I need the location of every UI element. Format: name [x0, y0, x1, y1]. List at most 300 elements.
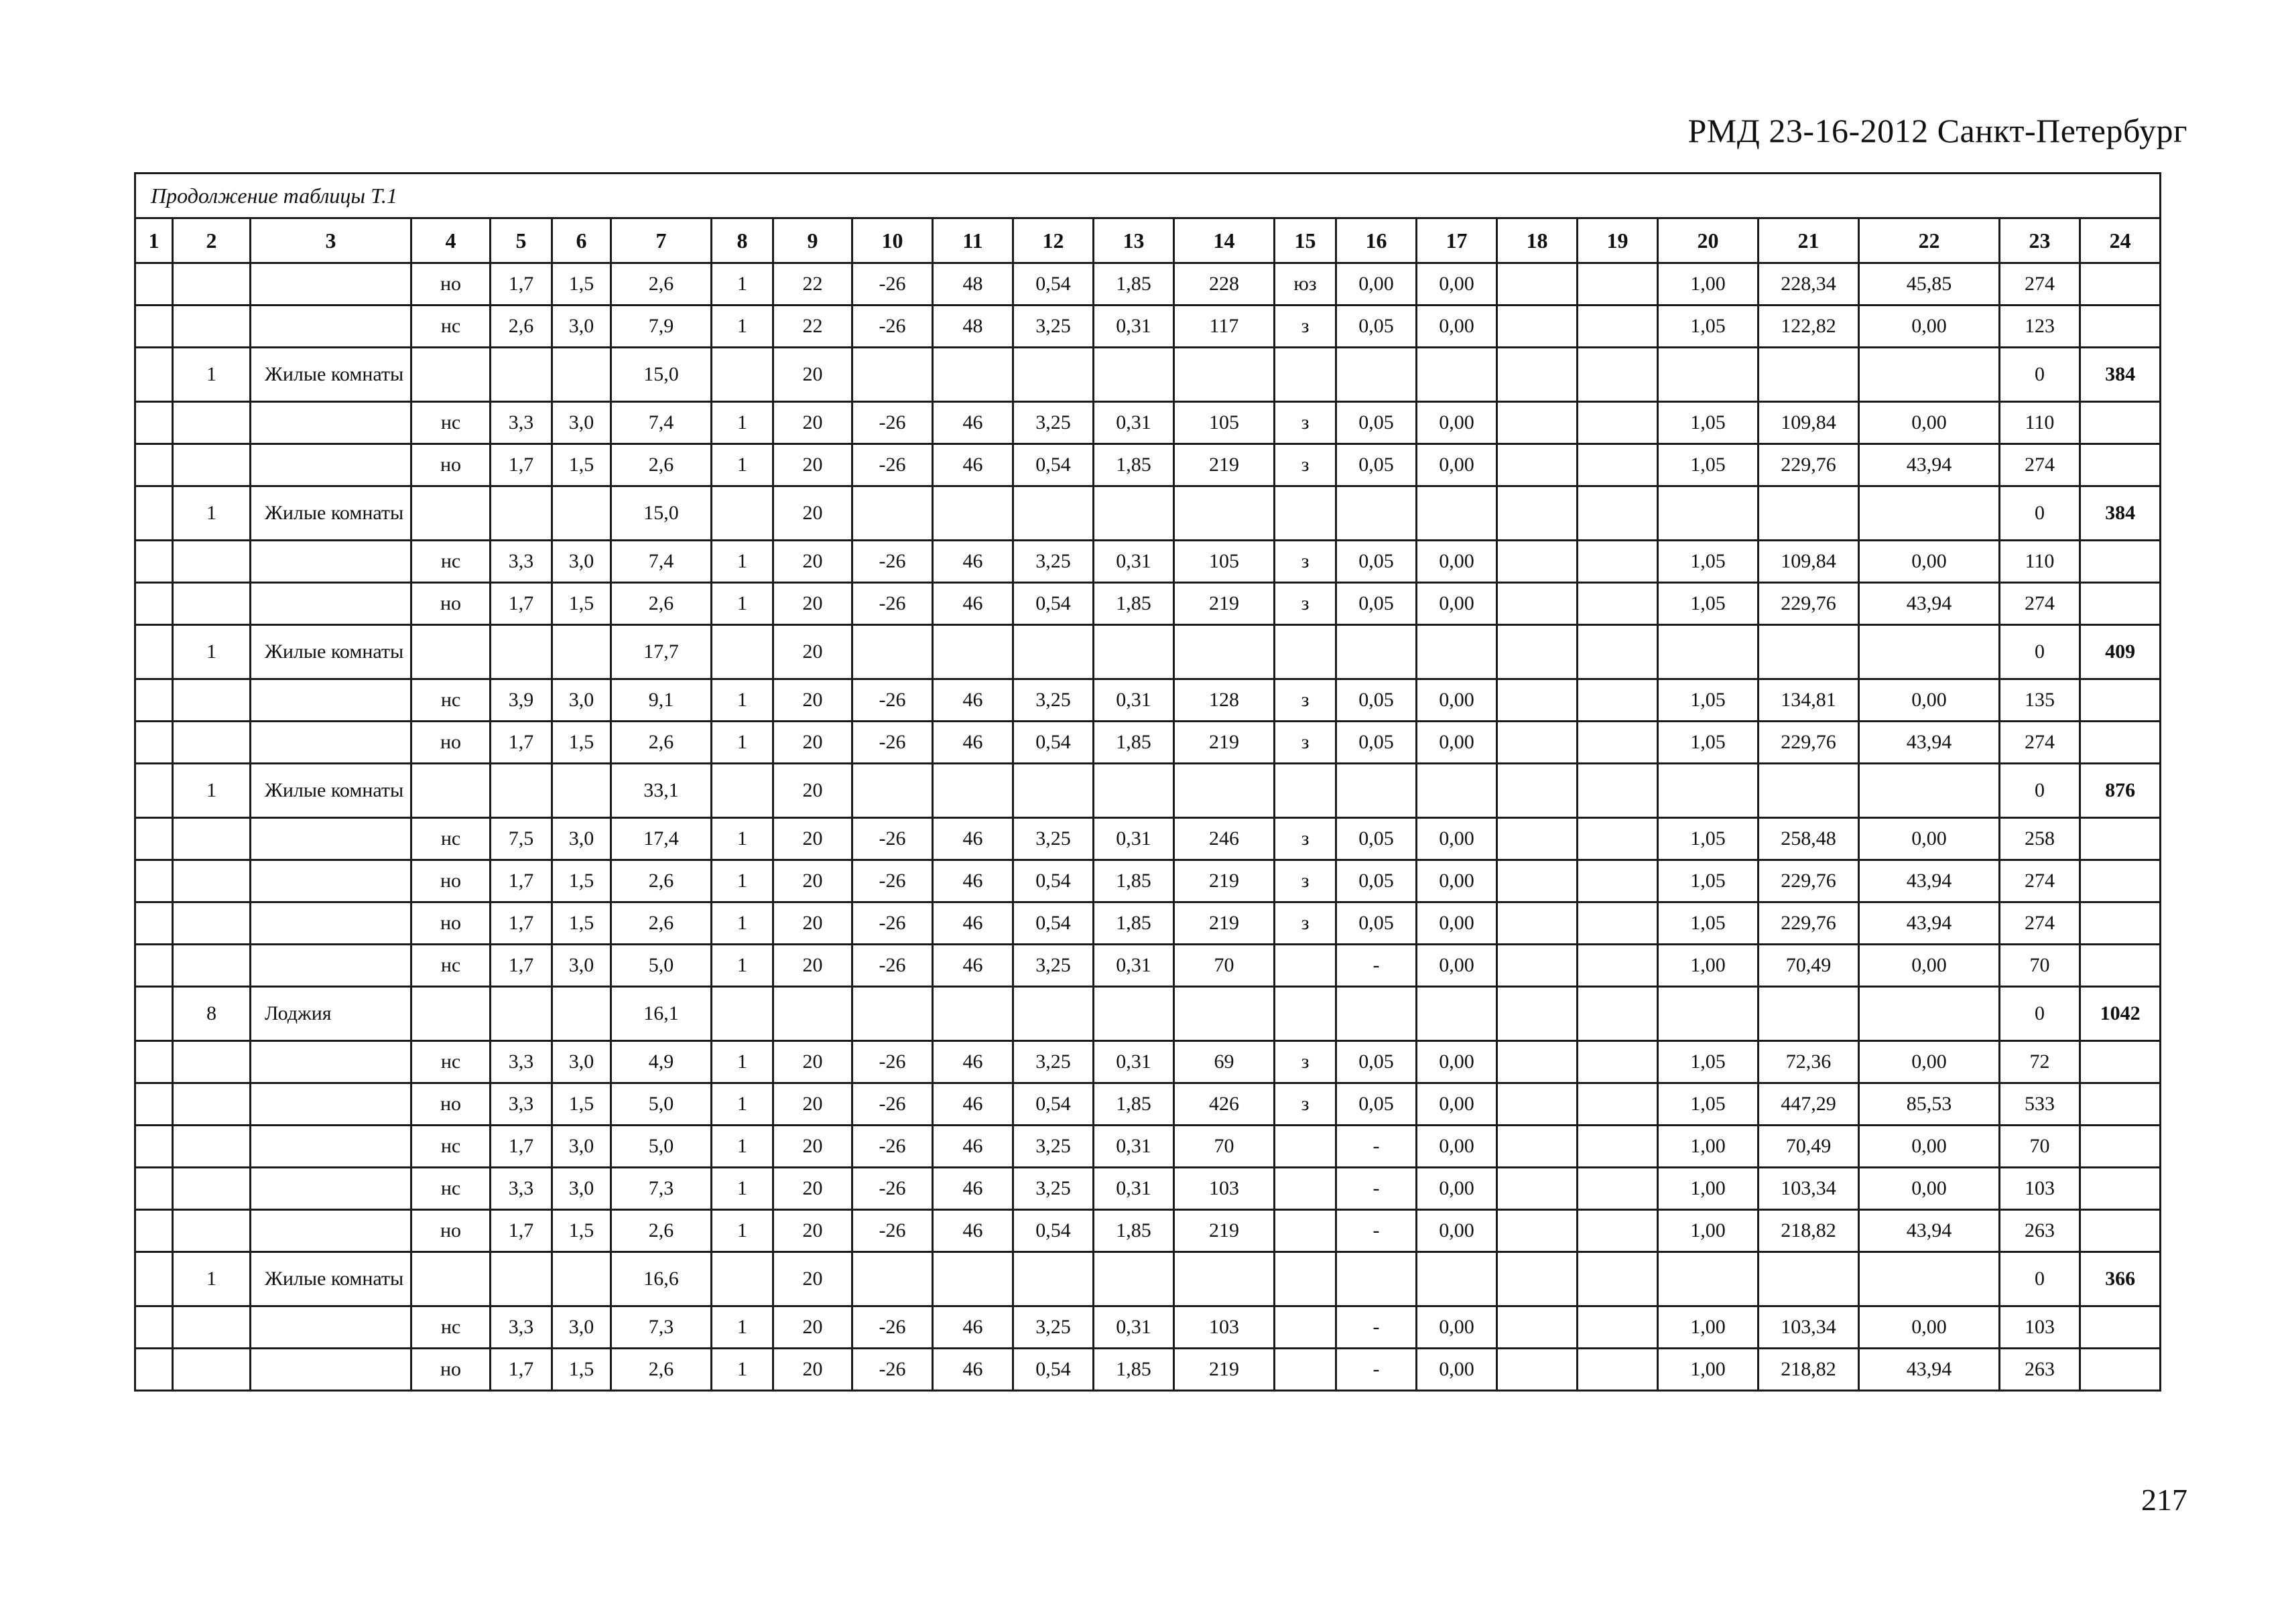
table-cell: 1,05 — [1658, 402, 1759, 444]
table-cell: 426 — [1174, 1083, 1275, 1126]
table-row — [135, 945, 2161, 987]
table-cell: 3,3 — [491, 1083, 552, 1126]
table-cell — [491, 348, 552, 402]
table-cell — [1275, 1126, 1336, 1168]
table-cell: 0,54 — [1013, 722, 1094, 764]
table-cell: 219 — [1174, 1349, 1275, 1391]
table-cell: 384 — [2080, 486, 2161, 541]
table-cell — [1578, 860, 1658, 902]
table-cell: нс — [411, 1168, 491, 1210]
table-cell: з — [1275, 1041, 1336, 1083]
column-number: 11 — [933, 218, 1013, 263]
table-cell: 70 — [1174, 945, 1275, 987]
table-cell: 3,3 — [491, 541, 552, 583]
table-cell: но — [411, 1210, 491, 1252]
table-cell — [712, 1252, 773, 1306]
table-cell — [251, 722, 411, 764]
table-cell — [1578, 818, 1658, 860]
table-cell: 1,5 — [552, 1210, 611, 1252]
table-cell — [1417, 625, 1497, 679]
table-cell: 1,85 — [1094, 1083, 1174, 1126]
table-cell: 366 — [2080, 1252, 2161, 1306]
table-cell: 20 — [773, 860, 852, 902]
table-cell: 2,6 — [611, 444, 712, 486]
table-cell: 1,05 — [1658, 444, 1759, 486]
table-cell: 117 — [1174, 306, 1275, 348]
table-cell — [1174, 486, 1275, 541]
table-cell: 0,00 — [1417, 679, 1497, 722]
table-cell: 3,0 — [552, 1041, 611, 1083]
table-cell: 0,54 — [1013, 263, 1094, 306]
table-cell — [1578, 1168, 1658, 1210]
table-cell: 103 — [1174, 1306, 1275, 1349]
table-cell: 46 — [933, 1041, 1013, 1083]
table-cell: 3,25 — [1013, 306, 1094, 348]
table-cell — [251, 583, 411, 625]
table-cell: 0,05 — [1336, 306, 1417, 348]
table-cell — [1174, 987, 1275, 1041]
table-cell — [1658, 348, 1759, 402]
table-cell — [1497, 263, 1578, 306]
table-cell — [1859, 987, 2000, 1041]
table-cell — [1578, 348, 1658, 402]
table-cell — [411, 625, 491, 679]
table-cell — [135, 348, 173, 402]
table-cell — [2080, 1041, 2161, 1083]
table-cell: 0,54 — [1013, 1210, 1094, 1252]
table-cell: 8 — [173, 987, 251, 1041]
table-cell — [2080, 1349, 2161, 1391]
table-cell — [1578, 263, 1658, 306]
column-number: 3 — [251, 218, 411, 263]
table-cell: 110 — [2000, 402, 2080, 444]
table-cell: -26 — [852, 1306, 933, 1349]
table-cell: 0,00 — [1859, 306, 2000, 348]
table-cell — [2080, 1083, 2161, 1126]
table-cell: 0,05 — [1336, 1083, 1417, 1126]
table-cell — [135, 1306, 173, 1349]
table-cell — [135, 987, 173, 1041]
table-cell: 0,00 — [1417, 1041, 1497, 1083]
table-cell: - — [1336, 1349, 1417, 1391]
table-cell: 20 — [773, 583, 852, 625]
table-cell: 219 — [1174, 583, 1275, 625]
table-cell — [933, 764, 1013, 818]
table-cell: 1 — [173, 1252, 251, 1306]
table-cell — [2080, 306, 2161, 348]
table-cell — [173, 1126, 251, 1168]
table-cell — [1497, 625, 1578, 679]
table-cell: 0,54 — [1013, 1349, 1094, 1391]
table-cell: 1,5 — [552, 583, 611, 625]
column-number: 8 — [712, 218, 773, 263]
table-cell — [491, 1252, 552, 1306]
table-cell: 3,25 — [1013, 402, 1094, 444]
table-cell: 1,05 — [1658, 818, 1759, 860]
table-cell: 17,7 — [611, 625, 712, 679]
table-cell — [135, 902, 173, 945]
table-cell: з — [1275, 818, 1336, 860]
table-cell — [2080, 722, 2161, 764]
table-cell: 1,5 — [552, 860, 611, 902]
table-cell — [1417, 1252, 1497, 1306]
table-cell: 0,00 — [1417, 945, 1497, 987]
table-cell: 1,00 — [1658, 1168, 1759, 1210]
table-cell — [1578, 444, 1658, 486]
table-cell: 1 — [712, 306, 773, 348]
table-cell: -26 — [852, 818, 933, 860]
table-cell — [251, 860, 411, 902]
table-cell: 0,31 — [1094, 1168, 1174, 1210]
table-cell — [1497, 1349, 1578, 1391]
table-cell: 46 — [933, 945, 1013, 987]
table-cell: 20 — [773, 444, 852, 486]
table-cell — [135, 1168, 173, 1210]
table-cell — [1497, 1083, 1578, 1126]
column-number: 20 — [1658, 218, 1759, 263]
table-cell — [1578, 1306, 1658, 1349]
table-cell: 1,00 — [1658, 1126, 1759, 1168]
table-cell — [712, 625, 773, 679]
table-cell — [173, 444, 251, 486]
table-cell: 218,82 — [1759, 1349, 1859, 1391]
table-cell: 1 — [712, 583, 773, 625]
table-cell: 48 — [933, 306, 1013, 348]
table-cell: 43,94 — [1859, 860, 2000, 902]
table-cell: 20 — [773, 1041, 852, 1083]
table-cell: -26 — [852, 541, 933, 583]
table-cell: нс — [411, 1306, 491, 1349]
table-cell: но — [411, 263, 491, 306]
table-cell — [251, 541, 411, 583]
table-row — [135, 306, 2161, 348]
table-cell — [933, 625, 1013, 679]
table-cell — [135, 444, 173, 486]
table-cell: з — [1275, 583, 1336, 625]
table-cell — [1578, 486, 1658, 541]
table-cell: 1042 — [2080, 987, 2161, 1041]
table-cell: -26 — [852, 679, 933, 722]
table-cell: 20 — [773, 1349, 852, 1391]
table-cell: 0,05 — [1336, 679, 1417, 722]
table-cell: 1 — [173, 348, 251, 402]
table-cell: 1,00 — [1658, 945, 1759, 987]
table-cell: 103,34 — [1759, 1168, 1859, 1210]
table-cell: 46 — [933, 583, 1013, 625]
table-cell: Лоджия — [251, 987, 411, 1041]
table-cell: 1,05 — [1658, 902, 1759, 945]
table-cell: 3,25 — [1013, 1041, 1094, 1083]
table-cell: 48 — [933, 263, 1013, 306]
table-cell: 229,76 — [1759, 583, 1859, 625]
table-cell — [1578, 764, 1658, 818]
table-cell: Жилые комнаты — [251, 625, 411, 679]
table-cell: 20 — [773, 486, 852, 541]
column-number: 2 — [173, 218, 251, 263]
table-cell: 103 — [1174, 1168, 1275, 1210]
table-cell: 1 — [173, 486, 251, 541]
table-cell — [173, 583, 251, 625]
table-cell — [135, 486, 173, 541]
table-cell: 3,25 — [1013, 679, 1094, 722]
table-cell: 1 — [712, 444, 773, 486]
table-cell: 228 — [1174, 263, 1275, 306]
table-cell — [1658, 764, 1759, 818]
table-cell — [2080, 679, 2161, 722]
column-number: 22 — [1859, 218, 2000, 263]
table-cell: 0,31 — [1094, 818, 1174, 860]
table-cell: 1,05 — [1658, 541, 1759, 583]
table-cell — [1759, 987, 1859, 1041]
table-cell: 0,31 — [1094, 541, 1174, 583]
table-cell: 3,25 — [1013, 541, 1094, 583]
table-cell — [135, 764, 173, 818]
table-cell: 219 — [1174, 1210, 1275, 1252]
table-cell — [1174, 348, 1275, 402]
table-cell — [1497, 583, 1578, 625]
table-cell: 43,94 — [1859, 444, 2000, 486]
table-cell: 0,00 — [1417, 1168, 1497, 1210]
table-cell — [1275, 1349, 1336, 1391]
table-cell — [135, 306, 173, 348]
column-number: 24 — [2080, 218, 2161, 263]
table-cell — [1174, 1252, 1275, 1306]
table-cell — [1578, 625, 1658, 679]
table-cell — [2080, 1306, 2161, 1349]
table-cell — [1013, 1252, 1094, 1306]
heat-loss-table — [134, 172, 2161, 1392]
table-cell — [173, 902, 251, 945]
table-cell: 105 — [1174, 541, 1275, 583]
table-cell: 2,6 — [611, 902, 712, 945]
table-cell — [1275, 1210, 1336, 1252]
table-cell: 0,31 — [1094, 945, 1174, 987]
table-cell: 274 — [2000, 902, 2080, 945]
table-cell — [1336, 348, 1417, 402]
table-cell: 1,7 — [491, 263, 552, 306]
table-cell: но — [411, 1083, 491, 1126]
table-row — [135, 263, 2161, 306]
table-cell: -26 — [852, 722, 933, 764]
table-cell: 15,0 — [611, 486, 712, 541]
table-cell — [1094, 987, 1174, 1041]
table-cell: 16,1 — [611, 987, 712, 1041]
table-cell — [852, 764, 933, 818]
table-cell: -26 — [852, 263, 933, 306]
table-cell: 0,00 — [1417, 860, 1497, 902]
table-cell: Жилые комнаты — [251, 486, 411, 541]
table-cell: 0,00 — [1417, 818, 1497, 860]
table-cell: 46 — [933, 818, 1013, 860]
table-cell — [1497, 764, 1578, 818]
table-cell: 1,85 — [1094, 1210, 1174, 1252]
table-cell: 5,0 — [611, 1083, 712, 1126]
table-cell: 0,00 — [1417, 902, 1497, 945]
table-cell — [1336, 625, 1417, 679]
table-cell — [251, 306, 411, 348]
table-cell: 3,0 — [552, 306, 611, 348]
table-cell: 0 — [2000, 486, 2080, 541]
table-cell — [852, 1252, 933, 1306]
table-cell — [552, 486, 611, 541]
table-cell: з — [1275, 679, 1336, 722]
table-cell — [251, 1041, 411, 1083]
table-row — [135, 1083, 2161, 1126]
table-cell — [1759, 1252, 1859, 1306]
column-number: 6 — [552, 218, 611, 263]
table-cell: нс — [411, 306, 491, 348]
table-cell — [411, 1252, 491, 1306]
table-cell: 274 — [2000, 860, 2080, 902]
table-cell — [251, 1083, 411, 1126]
table-cell: 1 — [712, 1210, 773, 1252]
table-cell: з — [1275, 722, 1336, 764]
table-cell — [251, 945, 411, 987]
table-cell: нс — [411, 1041, 491, 1083]
table-cell: 70 — [1174, 1126, 1275, 1168]
table-cell: 20 — [773, 1083, 852, 1126]
table-cell — [1497, 1252, 1578, 1306]
table-cell: 103 — [2000, 1168, 2080, 1210]
table-cell — [251, 1306, 411, 1349]
table-cell: 123 — [2000, 306, 2080, 348]
table-cell: 122,82 — [1759, 306, 1859, 348]
table-cell: 1,7 — [491, 1210, 552, 1252]
table-cell: 246 — [1174, 818, 1275, 860]
table-cell: - — [1336, 945, 1417, 987]
table-cell: 229,76 — [1759, 444, 1859, 486]
table-cell: 4,9 — [611, 1041, 712, 1083]
table-cell: 1,00 — [1658, 263, 1759, 306]
table-cell: 0,05 — [1336, 583, 1417, 625]
column-number: 4 — [411, 218, 491, 263]
table-cell — [1497, 1041, 1578, 1083]
table-cell: 7,4 — [611, 541, 712, 583]
table-caption: Продолжение таблицы Т.1 — [135, 174, 2161, 218]
table-cell — [173, 306, 251, 348]
table-cell: 5,0 — [611, 1126, 712, 1168]
table-cell: 3,9 — [491, 679, 552, 722]
table-cell — [1497, 541, 1578, 583]
table-cell: 0,00 — [1859, 1126, 2000, 1168]
table-cell: 20 — [773, 402, 852, 444]
table-cell — [1497, 402, 1578, 444]
table-cell: 274 — [2000, 722, 2080, 764]
table-cell — [135, 1126, 173, 1168]
table-cell — [1336, 1252, 1417, 1306]
column-number: 23 — [2000, 218, 2080, 263]
table-cell: 1,85 — [1094, 263, 1174, 306]
table-cell: 1 — [712, 860, 773, 902]
table-cell — [2080, 1168, 2161, 1210]
table-cell: 0,00 — [1859, 1168, 2000, 1210]
table-cell: 1,7 — [491, 1349, 552, 1391]
table-row — [135, 818, 2161, 860]
table-cell — [135, 583, 173, 625]
table-cell: 0 — [2000, 1252, 2080, 1306]
table-cell — [933, 486, 1013, 541]
table-cell: 46 — [933, 402, 1013, 444]
table-cell: 3,25 — [1013, 1168, 1094, 1210]
table-cell: - — [1336, 1126, 1417, 1168]
table-cell: 1 — [712, 1083, 773, 1126]
table-cell: 17,4 — [611, 818, 712, 860]
table-cell: 0,00 — [1417, 1126, 1497, 1168]
table-cell: 3,3 — [491, 1168, 552, 1210]
table-cell — [135, 1083, 173, 1126]
table-row — [135, 1168, 2161, 1210]
table-cell: 9,1 — [611, 679, 712, 722]
table-cell: 0,00 — [1417, 722, 1497, 764]
table-cell — [1336, 764, 1417, 818]
table-cell — [411, 486, 491, 541]
column-number: 10 — [852, 218, 933, 263]
table-cell — [1759, 764, 1859, 818]
column-number: 7 — [611, 218, 712, 263]
table-cell: 0,00 — [1859, 679, 2000, 722]
table-cell — [1013, 764, 1094, 818]
table-cell — [852, 348, 933, 402]
table-cell — [251, 402, 411, 444]
table-cell: 46 — [933, 722, 1013, 764]
table-cell — [1094, 348, 1174, 402]
table-cell: 1 — [712, 945, 773, 987]
table-cell: 2,6 — [611, 722, 712, 764]
table-cell: 43,94 — [1859, 902, 2000, 945]
table-cell — [712, 486, 773, 541]
table-cell: 46 — [933, 679, 1013, 722]
table-cell — [251, 1126, 411, 1168]
table-cell: 0,31 — [1094, 1126, 1174, 1168]
table-cell: 20 — [773, 902, 852, 945]
table-cell: 1,7 — [491, 722, 552, 764]
table-cell — [173, 1349, 251, 1391]
table-cell: 0,00 — [1859, 945, 2000, 987]
room-group-row — [135, 486, 2161, 541]
table-cell — [1497, 860, 1578, 902]
table-cell: 1,5 — [552, 902, 611, 945]
table-cell: 0,00 — [1417, 306, 1497, 348]
column-number: 21 — [1759, 218, 1859, 263]
table-cell: 0,00 — [1417, 1349, 1497, 1391]
table-cell: 3,25 — [1013, 818, 1094, 860]
table-cell — [1578, 902, 1658, 945]
table-cell: 533 — [2000, 1083, 2080, 1126]
table-cell: 1,05 — [1658, 1083, 1759, 1126]
table-cell: -26 — [852, 1349, 933, 1391]
table-cell: 20 — [773, 1210, 852, 1252]
table-cell: 263 — [2000, 1349, 2080, 1391]
table-cell: 0,05 — [1336, 818, 1417, 860]
table-cell: 0,00 — [1859, 1306, 2000, 1349]
table-cell: 219 — [1174, 722, 1275, 764]
table-row — [135, 583, 2161, 625]
table-cell: 7,4 — [611, 402, 712, 444]
table-cell — [1417, 764, 1497, 818]
table-cell: 72 — [2000, 1041, 2080, 1083]
table-cell: 1 — [712, 263, 773, 306]
table-cell: 7,9 — [611, 306, 712, 348]
table-cell: 219 — [1174, 860, 1275, 902]
table-cell — [1859, 625, 2000, 679]
table-cell — [173, 818, 251, 860]
table-cell — [2080, 444, 2161, 486]
table-cell: 1,05 — [1658, 679, 1759, 722]
table-cell: 3,0 — [552, 1126, 611, 1168]
table-cell: 1,85 — [1094, 1349, 1174, 1391]
table-cell: 1 — [712, 902, 773, 945]
table-cell: - — [1336, 1306, 1417, 1349]
